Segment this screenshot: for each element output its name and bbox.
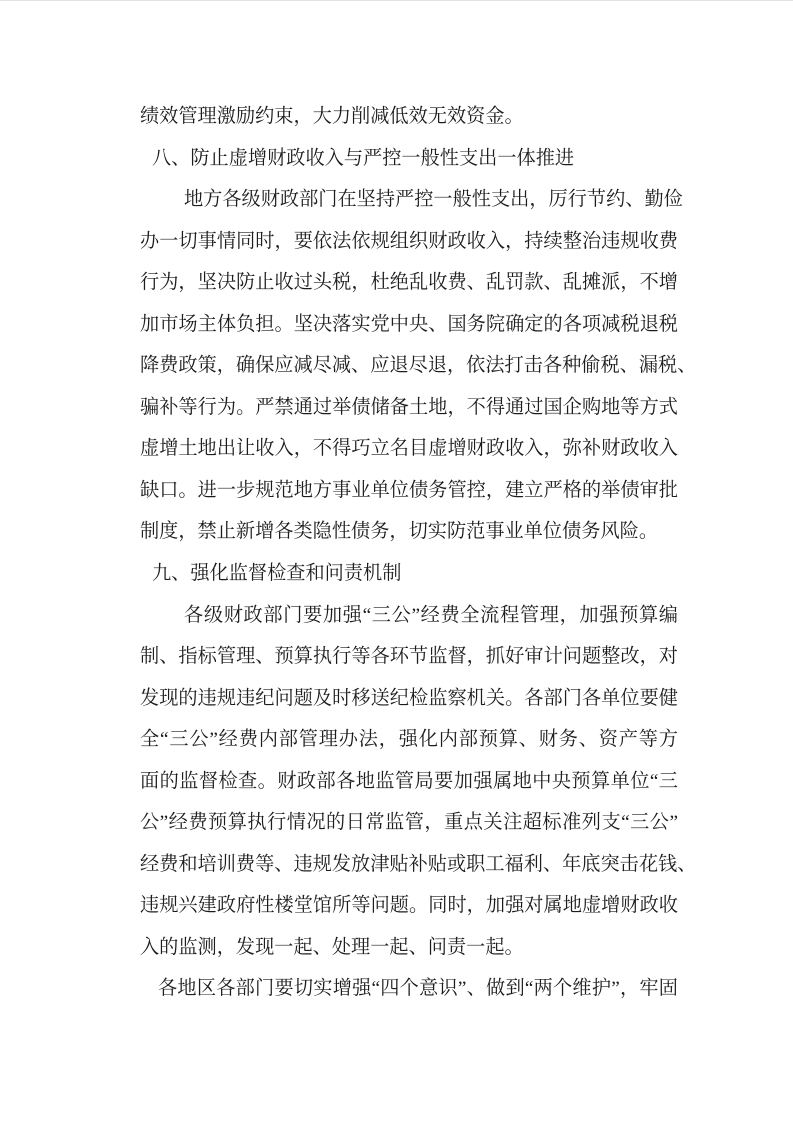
- text-line: 面的监督检查。财政部各地监管局要加强属地中央预算单位“三: [140, 770, 678, 792]
- text-line: 降费政策，确保应减尽减、应退尽退，依法打击各种偷税、漏税、: [140, 355, 697, 377]
- text-line: 经费和培训费等、违规发放津贴补贴或职工福利、年底突击花钱、: [140, 853, 697, 875]
- text-line: 办一切事情同时，要依法依规组织财政收入，持续整治违规收费: [140, 230, 678, 252]
- text-line: 加市场主体负担。坚决落实党中央、国务院确定的各项减税退税: [140, 313, 678, 335]
- text-line: 入的监测，发现一起、处理一起、问责一起。: [140, 936, 524, 958]
- text-line: 制、指标管理、预算执行等各环节监督，抓好审计问题整改，对: [140, 646, 678, 668]
- text-line: 虚增土地出让收入，不得巧立名目虚增财政收入，弥补财政收入: [140, 438, 678, 460]
- document-text-block: [140, 96, 697, 1010]
- text-line: 骗补等行为。严禁通过举债储备土地，不得通过国企购地等方式: [140, 396, 678, 418]
- section-heading-9: 九、强化监督检查和问责机制: [152, 563, 402, 585]
- text-line: 公”经费预算执行情况的日常监管，重点关注超标准列支“三公”: [140, 812, 678, 834]
- text-line: 发现的违规违纪问题及时移送纪检监察机关。各部门各单位要健: [140, 687, 678, 709]
- text-line: 地方各级财政部门在坚持严控一般性支出，厉行节约、勤俭: [184, 189, 683, 211]
- text-line: 违规兴建政府性楼堂馆所等问题。同时，加强对属地虚增财政收: [140, 895, 678, 917]
- text-line: 绩效管理激励约束，大力削减低效无效资金。: [140, 106, 524, 127]
- text-line: 缺口。进一步规范地方事业单位债务管控，建立严格的举债审批: [140, 479, 678, 501]
- text-line: 行为，坚决防止收过头税，杜绝乱收费、乱罚款、乱摊派，不增: [140, 272, 678, 294]
- section-heading-8: 八、防止虚增财政收入与严控一般性支出一体推进: [152, 147, 575, 169]
- text-line: 各地区各部门要切实增强“四个意识”、做到“两个维护”，牢固: [158, 978, 678, 1000]
- text-line: 各级财政部门要加强“三公”经费全流程管理，加强预算编: [184, 604, 678, 626]
- text-line: 制度，禁止新增各类隐性债务，切实防范事业单位债务风险。: [140, 521, 659, 543]
- text-line: 全“三公”经费内部管理办法，强化内部预算、财务、资产等方: [140, 729, 678, 751]
